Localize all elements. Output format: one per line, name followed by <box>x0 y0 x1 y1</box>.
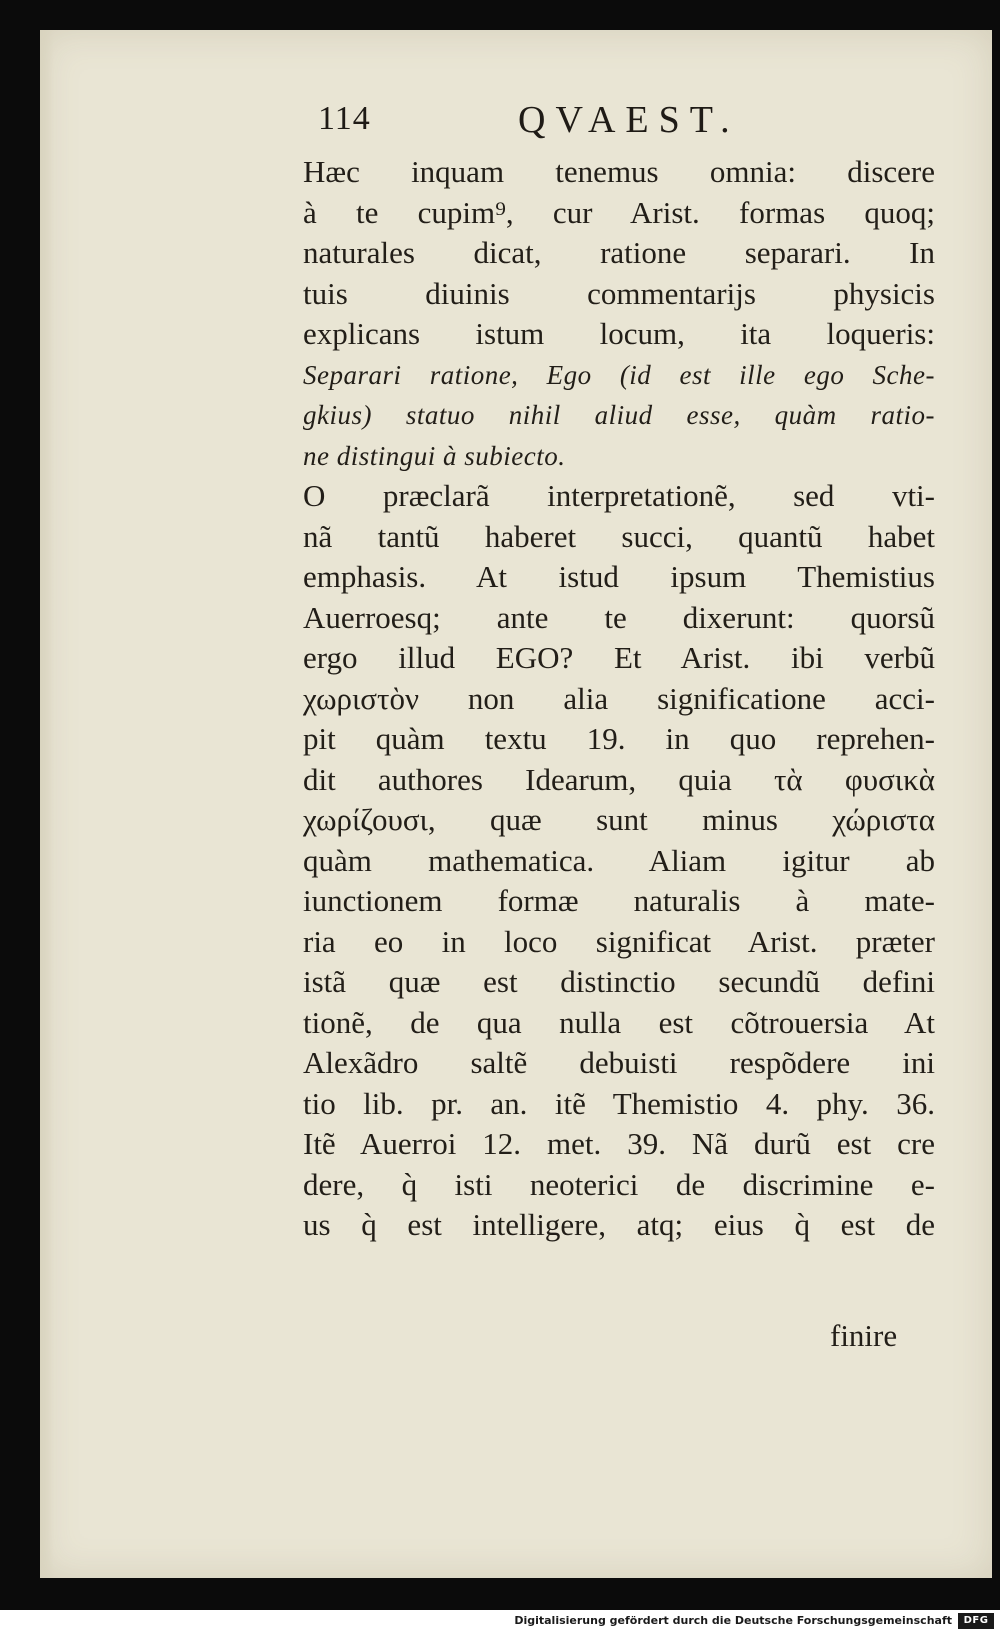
text-line: pit quàm textu 19. in quo reprehen- <box>303 721 935 756</box>
text-line: dere, q̀ isti neoterici de discrimine e- <box>303 1166 935 1202</box>
dfg-logo: DFG <box>958 1613 994 1629</box>
text-line: Separari ratione, Ego (id est ille ego Sche- <box>303 359 935 390</box>
text-line: naturales dicat, ratione separari. In <box>303 235 935 270</box>
text-line: O præclarã interpretationẽ, sed vti- <box>303 478 935 513</box>
text-line: Auerroesq; ante te dixerunt: quorsũ <box>303 599 935 635</box>
text-line: à te cupim⁹, cur Arist. formas quoq; <box>303 194 935 230</box>
text-line: tionẽ, de qua nulla est cõtrouersia At <box>303 1004 935 1040</box>
text-line: us q̀ est intelligere, atq; eius q̀ est de <box>303 1207 935 1242</box>
text-line: Alexãdro saltẽ debuisti respõdere ini <box>303 1045 935 1080</box>
text-line: dit authores Idearum, quia τὰ φυσικὰ <box>303 761 935 797</box>
catchword: finire <box>830 1318 898 1353</box>
text-line: ne distingui à subiecto. <box>303 440 566 471</box>
text-line: ergo illud EGO? Et Arist. ibi verbũ <box>303 640 935 675</box>
text-line: ria eo in loco significat Arist. præter <box>303 923 935 959</box>
running-head: QVAEST. <box>518 99 740 141</box>
text-line: tio lib. pr. an. itẽ Themistio 4. phy. 36. <box>303 1085 935 1121</box>
text-line: Hæc inquam tenemus omnia: discere <box>303 154 935 189</box>
body-text <box>303 152 935 1246</box>
text-line: nã tantũ haberet succi, quantũ habet <box>303 518 935 554</box>
text-line: χωρίζουσι, quæ sunt minus χώριστα <box>303 802 935 837</box>
page-number: 114 <box>318 100 371 137</box>
text-line: χωριστὸν non alia significatione acci- <box>303 680 935 716</box>
page-header <box>318 100 778 144</box>
text-line: Itẽ Auerroi 12. met. 39. Nã durũ est cre <box>303 1126 935 1161</box>
text-line: emphasis. At istud ipsum Themistius <box>303 559 935 594</box>
text-line: istã quæ est distinctio secundũ defini <box>303 964 935 999</box>
funding-credit: Digitalisierung gefördert durch die Deutsche Forschungsgemeinschaft <box>514 1614 952 1627</box>
digitization-footer <box>0 1610 1000 1633</box>
text-line: explicans istum locum, ita loqueris: <box>303 316 935 351</box>
text-line: quàm mathematica. Aliam igitur ab <box>303 842 935 878</box>
text-line: tuis diuinis commentarijs physicis <box>303 275 935 311</box>
text-line: iunctionem formæ naturalis à mate- <box>303 883 935 918</box>
text-line: gkius) statuo nihil aliud esse, quàm ratio- <box>303 400 935 430</box>
